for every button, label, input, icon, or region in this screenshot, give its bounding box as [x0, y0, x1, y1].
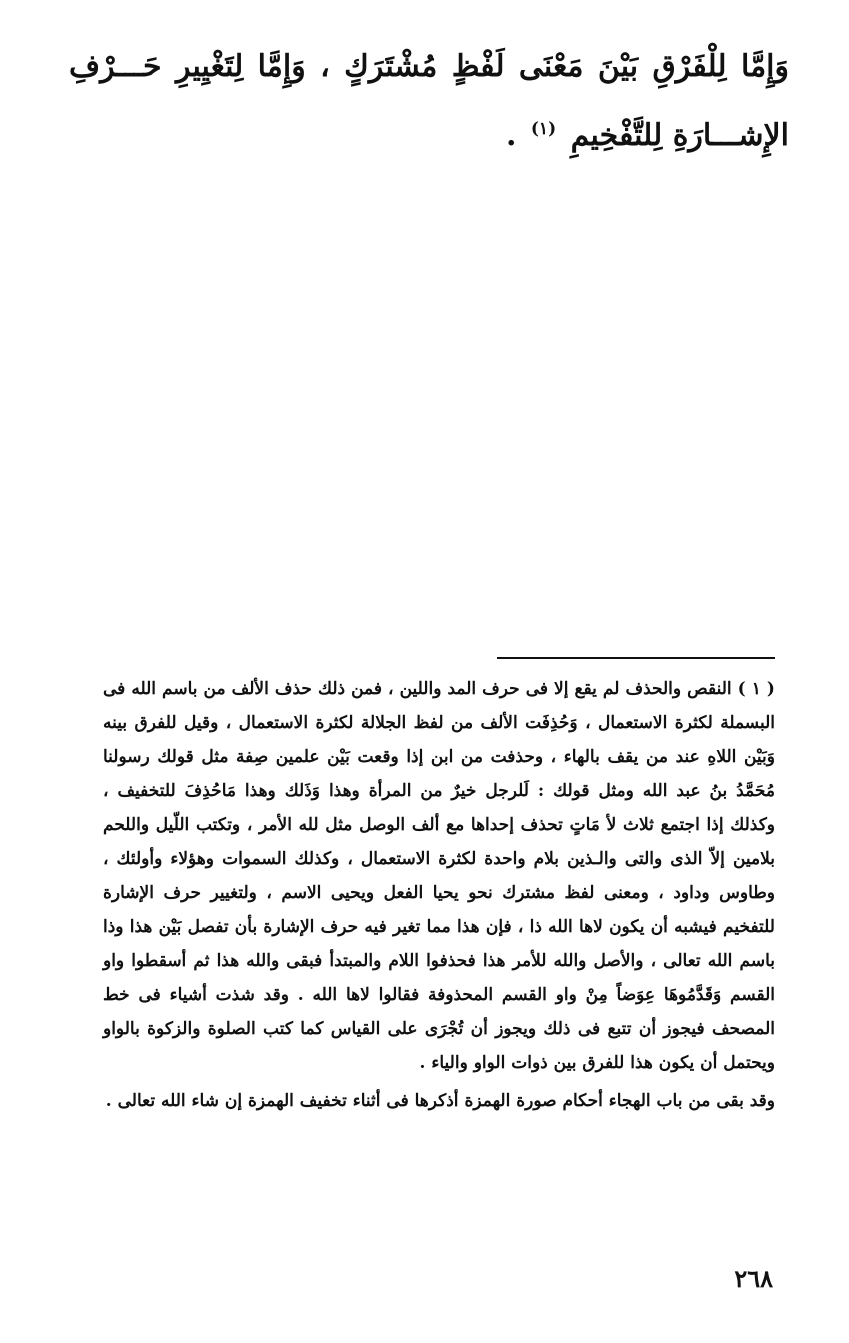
main-text-block: [69, 36, 789, 167]
main-text-body: وَإِمَّا لِلْفَرْقِ بَيْنَ مَعْنَى لَفْظٍ مُشْتَرَكٍ ، وَإِمَّا لِتَغْيِيرِ حَـــرْفِ الإِشـــارَةِ لِلتَّفْخِيمِ: [69, 49, 789, 153]
footnote-reference: (١): [530, 119, 557, 139]
footnote-1: ( ١ ) النقص والحذف لم يقع إلا فى حرف المد واللين ، فمن ذلك حذف الألف من باسم الله فى البسملة لكثرة الاستعمال ، وَحُذِفَت الألف من لفظ الجلالة لكثرة الاستعمال ، وقيل للفرق بينه وَبَيْن اللاهِ عند من يقف بالهاء ، وحذفت من ابن إذا وقعت بَيْن علمين صِفة مثل قولك رسولنا مُحَمَّدُ بنُ عبد الله ومثل قولك : لَلرجل خيرٌ من المرأة وهذا وَذَلك وهذا مَاحُذِفَ للتخفيف ، وكذلك إذا اجتمع ثلاث لأ مَاتٍ تحذف إحداها مع ألف الوصل مثل لله الأمر ، وتكتب اللّيل واللحم بلامين إلاّ الذى والتى والـذين بلام واحدة لكثرة الاستعمال ، وكذلك السموات وهؤلاء وأولئك ، وطاوس وداود ، ومعنى لفظ مشترك نحو يحيا الفعل ويحيى الاسم ، ولتغيير حرف الإشارة للتفخيم فيشبه أن يكون لاها الله ذا ، فإن هذا مما تغير فيه حرف الإشارة بأن تفصل بَيْن هذا وذا باسم الله تعالى ، والأصل والله للأمر هذا فحذفوا اللام والمبتدأ فبقى والله هذا ثم أسقطوا واو القسم وَقَدَّمُوهَا عِوَضاً مِنْ واو القسم المحذوفة فقالوا لاها الله . وقد شذت أشياء فى خط المصحف فيجوز أن تتبع فى ذلك ويجوز أن تُجْرَى على القياس كما كتب الصلوة والزكوة بالواو ويحتمل أن يكون هذا للفرق بين ذوات الواو والياء .: [103, 679, 775, 1073]
main-text-end: .: [505, 118, 517, 153]
page-number: ٢٦٨: [734, 1264, 773, 1293]
footnotes-block: [103, 672, 775, 1118]
footnote-divider: [497, 657, 775, 659]
footnote-2: وقد بقى من باب الهجاء أحكام صورة الهمزة أذكرها فى أثناء تخفيف الهمزة إن شاء الله تعالى .: [105, 1091, 775, 1111]
